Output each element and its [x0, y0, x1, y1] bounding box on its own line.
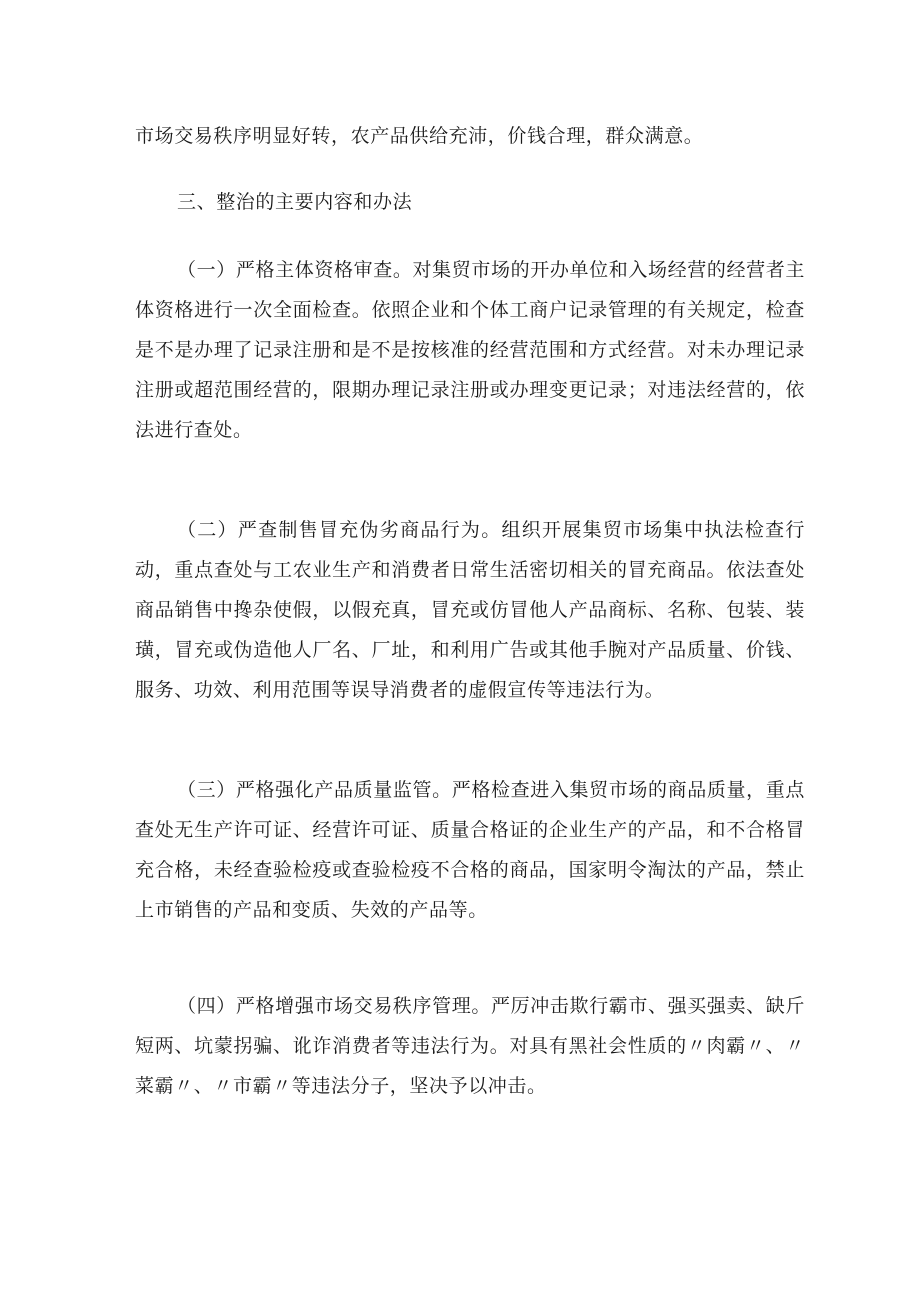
- paragraph-item-4: （四）严格增强市场交易秩序管理。严厉冲击欺行霸市、强买强卖、缺斤短两、坑蒙拐骗、讹诈消费者等违法行为。对具有黑社会性质的〃肉霸〃、〃菜霸〃、〃市霸〃等违法分子，坚决予以冲击。: [135, 995, 805, 1097]
- paragraph-continuation: 市场交易秩序明显好转，农产品供给充沛，价钱合理，群众满意。: [135, 125, 704, 147]
- paragraph-item-2: （二）严查制售冒充伪劣商品行为。组织开展集贸市场集中执法检查行动，重点查处与工农业生产和消费者日常生活密切相关的冒充商品。依法查处商品销售中搀杂使假，以假充真，冒充或仿冒他人产品商标、名称、包装、装璜，冒充或伪造他人厂名、厂址，和利用广告或其他手腕对产品质量、价钱、服务、功效、利用范围等误导消费者的虚假宣传等违法行为。: [135, 519, 805, 701]
- paragraph-item-3: （三）严格强化产品质量监管。严格检查进入集贸市场的商品质量，重点查处无生产许可证、经营许可证、质量合格证的企业生产的产品，和不合格冒充合格，未经查验检疫或查验检疫不合格的商品，国家明令淘汰的产品，禁止上市销售的产品和变质、失效的产品等。: [135, 779, 805, 921]
- section-heading: 三、整治的主要内容和办法: [177, 191, 413, 213]
- paragraph-item-1: （一）严格主体资格审查。对集贸市场的开办单位和入场经营的经营者主体资格进行一次全面检查。依照企业和个体工商户记录管理的有关规定，检查是不是办理了记录注册和是不是按核准的经营范围和方式经营。对未办理记录注册或超范围经营的，限期办理记录注册或办理变更记录；对违法经营的，依法进行查处。: [135, 259, 805, 441]
